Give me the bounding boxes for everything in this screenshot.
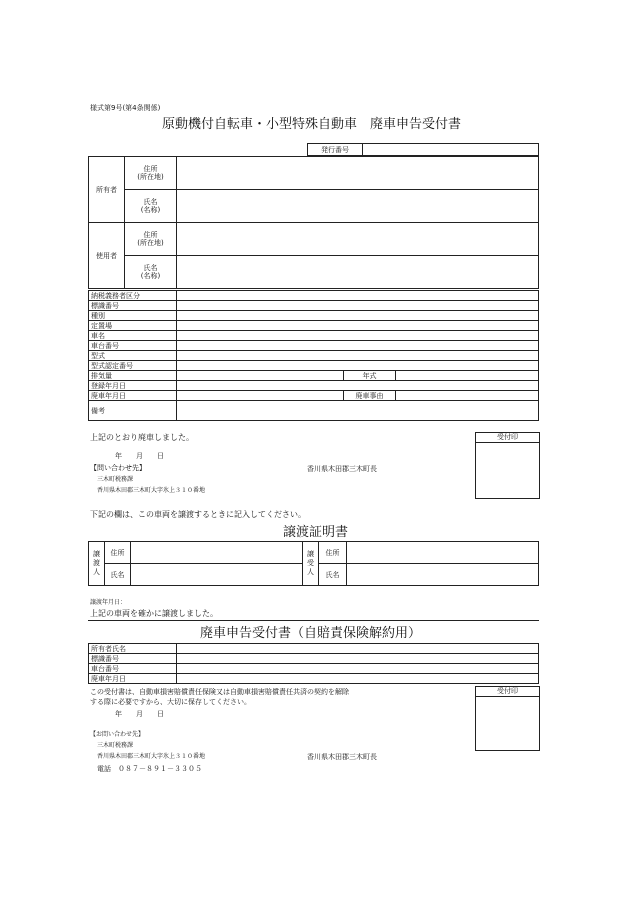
scrap-reason-field[interactable] — [396, 391, 539, 401]
row-label: 型式認定番号 — [89, 361, 177, 371]
stamp-divider — [475, 442, 539, 443]
insurance-row-label: 車台番号 — [89, 664, 177, 674]
row-label: 納税義務者区分 — [89, 291, 177, 301]
remarks-field[interactable] — [177, 401, 539, 421]
owner-address-label: 住所 — [143, 165, 158, 173]
transferor-address-label: 住所 — [105, 542, 131, 564]
row-field[interactable] — [177, 341, 539, 351]
contact-address: 香川県木田郡三木町大字氷上３１０番地 — [97, 487, 206, 494]
row-field[interactable] — [177, 301, 539, 311]
form-number: 様式第9号(第4条関係) — [90, 104, 161, 112]
user-name-sub: (名称) — [140, 272, 161, 280]
transferee-address-label: 住所 — [319, 542, 347, 564]
insurance-row-field[interactable] — [177, 664, 539, 674]
transferor-address-field[interactable] — [131, 542, 303, 564]
user-name-label: 氏名 — [143, 264, 158, 272]
row-field[interactable] — [177, 381, 539, 391]
user-address-label: 住所 — [143, 231, 158, 239]
contact-address-2: 香川県木田郡三木町大字氷上３１０番地 — [97, 753, 206, 760]
row-label: 型式 — [89, 351, 177, 361]
transferor-name-field[interactable] — [131, 564, 303, 586]
row-field[interactable] — [177, 291, 539, 301]
row-label: 車台番号 — [89, 341, 177, 351]
row-label: 標識番号 — [89, 301, 177, 311]
issue-number-table — [307, 143, 539, 156]
vehicle-table — [88, 290, 539, 421]
transfer-title: 譲渡証明書 — [283, 525, 349, 540]
issue-number-field[interactable] — [363, 144, 539, 156]
insurance-row-label: 所有者氏名 — [89, 644, 177, 654]
contact-phone: 電話 ０８７－８９１－３３０５ — [97, 765, 202, 773]
year-label: 年式 — [344, 371, 396, 381]
receipt-stamp-label-2: 受付印 — [497, 687, 518, 695]
user-address-field[interactable] — [177, 223, 539, 256]
receipt-stamp-label: 受付印 — [497, 433, 518, 441]
insurance-title: 廃車申告受付書（自賠責保険解約用） — [200, 626, 422, 641]
row-field[interactable] — [177, 371, 344, 381]
row-label: 定置場 — [89, 321, 177, 331]
transfer-table — [88, 541, 539, 586]
insurance-table — [88, 643, 539, 684]
owner-name-sub: (名称) — [140, 206, 161, 214]
contact-label-2: 【お問い合わせ先】 — [90, 731, 145, 738]
user-label: 使用者 — [89, 223, 125, 289]
row-field[interactable] — [177, 391, 344, 401]
row-field[interactable] — [177, 331, 539, 341]
row-label: 廃車年月日 — [89, 391, 177, 401]
owner-name-label: 氏名 — [143, 198, 158, 206]
insurance-row-field[interactable] — [177, 674, 539, 684]
row-label: 登録年月日 — [89, 381, 177, 391]
owner-user-table — [88, 156, 539, 289]
transfer-text: 上記の車両を確かに譲渡しました。 — [90, 609, 218, 618]
insurance-text-1: この受付書は、自動車損害賠償責任保険又は自動車損害賠償責任共済の契約を解除 — [90, 688, 349, 696]
row-field[interactable] — [177, 321, 539, 331]
insurance-row-field[interactable] — [177, 654, 539, 664]
contact-office: 三木町税務課 — [97, 476, 134, 483]
transferee-name-label: 氏名 — [319, 564, 347, 586]
transferor-label: 譲渡人 — [89, 542, 105, 586]
mayor-name-2: 香川県木田郡三木町長 — [307, 753, 377, 761]
row-label: 車名 — [89, 331, 177, 341]
transfer-divider — [88, 620, 539, 621]
insurance-text-2: する際に必要ですから、大切に保存してください。 — [90, 698, 251, 706]
scrapped-text: 上記のとおり廃車しました。 — [90, 433, 194, 442]
scrap-reason-label: 廃車事由 — [344, 391, 396, 401]
owner-label: 所有者 — [89, 157, 125, 223]
user-name-field[interactable] — [177, 256, 539, 289]
insurance-row-field[interactable] — [177, 644, 539, 654]
owner-address-sub: (所在地) — [137, 173, 164, 181]
transferor-name-label: 氏名 — [105, 564, 131, 586]
stamp-divider-2 — [475, 696, 539, 697]
row-field[interactable] — [177, 351, 539, 361]
row-field[interactable] — [177, 361, 539, 371]
row-label: 種別 — [89, 311, 177, 321]
owner-name-field[interactable] — [177, 190, 539, 223]
user-address-sub: (所在地) — [137, 239, 164, 247]
year-field[interactable] — [396, 371, 539, 381]
insurance-row-label: 廃車年月日 — [89, 674, 177, 684]
contact-label: 【問い合わせ先】 — [90, 464, 146, 472]
date-label: 年 月 日 — [115, 452, 164, 460]
contact-office-2: 三木町税務課 — [97, 742, 134, 749]
row-label: 備考 — [89, 401, 177, 421]
transferee-name-field[interactable] — [347, 564, 539, 586]
insurance-row-label: 標識番号 — [89, 654, 177, 664]
transferee-label: 譲受人 — [303, 542, 319, 586]
transfer-date-label: 譲渡年月日： — [90, 599, 127, 606]
owner-address-field[interactable] — [177, 157, 539, 190]
mayor-name: 香川県木田郡三木町長 — [307, 465, 377, 473]
page-title: 原動機付自転車・小型特殊自動車 廃車申告受付書 — [162, 117, 462, 132]
transferee-address-field[interactable] — [347, 542, 539, 564]
issue-number-label: 発行番号 — [308, 144, 363, 156]
row-label: 排気量 — [89, 371, 177, 381]
transfer-note: 下記の欄は、この車両を譲渡するときに記入してください。 — [90, 510, 306, 519]
insurance-date-label: 年 月 日 — [115, 710, 164, 718]
row-field[interactable] — [177, 311, 539, 321]
